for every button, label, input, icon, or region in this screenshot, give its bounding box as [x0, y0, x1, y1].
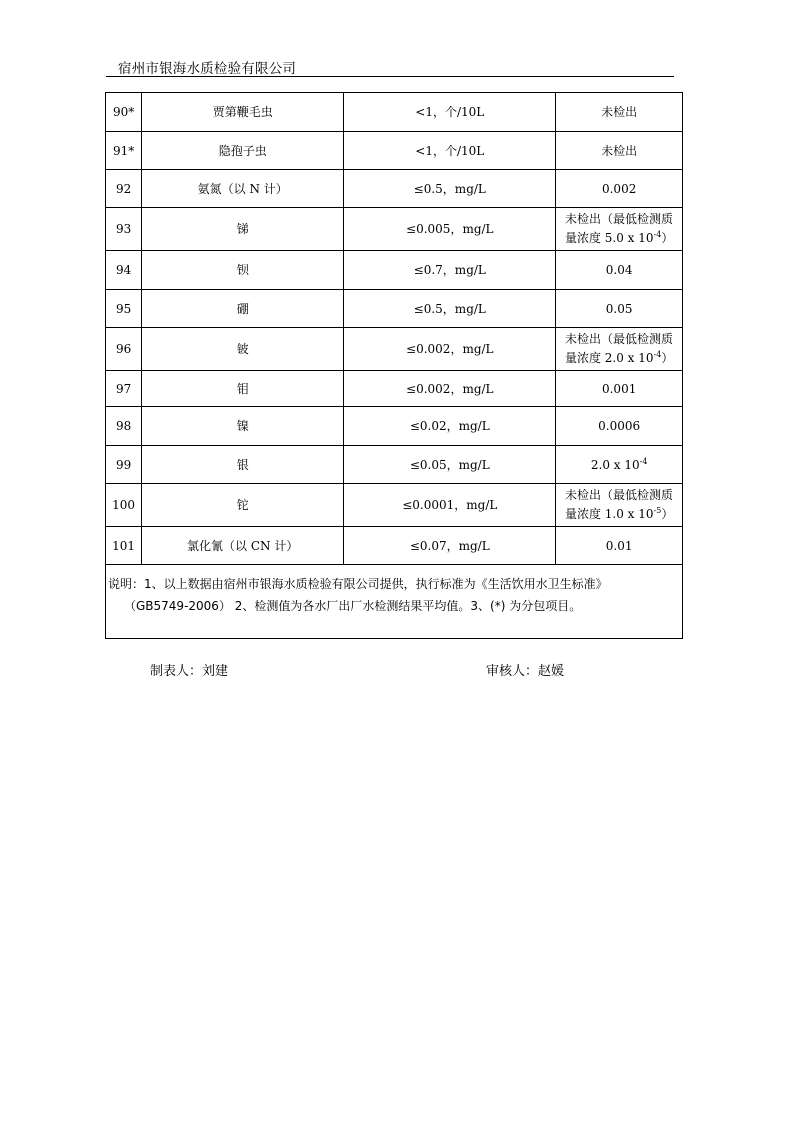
item-name: 铍 [142, 328, 344, 371]
limit-value: ≤0.002，mg/L [344, 371, 556, 407]
note-line1: 说明：1、以上数据由宿州市银海水质检验有限公司提供，执行标准为《生活饮用水卫生标准》 [108, 577, 608, 591]
table-row [106, 251, 683, 290]
item-name: 贾第鞭毛虫 [142, 93, 344, 132]
table-row [106, 132, 683, 170]
limit-value: <1，个/10L [344, 93, 556, 132]
result-value: 0.002 [556, 170, 683, 208]
result-tail: ） [661, 351, 674, 365]
limit-value: ≤0.5，mg/L [344, 290, 556, 328]
result-value: 未检出 [556, 132, 683, 170]
row-number: 94 [106, 251, 142, 290]
result-value [556, 208, 683, 251]
limit-value: ≤0.05，mg/L [344, 446, 556, 484]
result-line1: 未检出（最低检测质 [564, 212, 673, 226]
result-exponent: -4 [653, 230, 662, 239]
limit-value: ≤0.07，mg/L [344, 527, 556, 565]
table-row [106, 371, 683, 407]
result-exponent: -4 [653, 350, 662, 359]
result-tail: ） [661, 507, 674, 521]
row-number: 101 [106, 527, 142, 565]
header-rule [106, 76, 674, 77]
limit-value: <1，个/10L [344, 132, 556, 170]
item-name: 镍 [142, 407, 344, 446]
table-row [106, 170, 683, 208]
row-number: 99 [106, 446, 142, 484]
table-row [106, 208, 683, 251]
note-text [106, 565, 683, 639]
limit-value: ≤0.02，mg/L [344, 407, 556, 446]
results-table [105, 92, 683, 639]
table-row [106, 446, 683, 484]
row-number: 93 [106, 208, 142, 251]
item-name: 氯化氰（以 CN 计） [142, 527, 344, 565]
result-value [556, 328, 683, 371]
item-name: 硼 [142, 290, 344, 328]
reviewed-by: 审核人：赵媛 [486, 664, 565, 679]
result-line2: 量浓度 2.0 x 10 [564, 351, 654, 365]
row-number: 90* [106, 93, 142, 132]
table-row [106, 290, 683, 328]
prepared-by: 制表人：刘建 [150, 664, 229, 679]
row-number: 91* [106, 132, 142, 170]
table-row [106, 407, 683, 446]
result-line2: 量浓度 1.0 x 10 [564, 507, 654, 521]
result-exponent: -5 [653, 506, 662, 515]
result-exponent: -4 [639, 456, 648, 466]
item-name: 银 [142, 446, 344, 484]
table-row [106, 527, 683, 565]
row-number: 92 [106, 170, 142, 208]
result-value: 0.01 [556, 527, 683, 565]
row-number: 96 [106, 328, 142, 371]
result-line1: 未检出（最低检测质 [564, 488, 673, 502]
company-title: 宿州市银海水质检验有限公司 [118, 61, 297, 77]
limit-value: ≤0.7，mg/L [344, 251, 556, 290]
result-base: 2.0 x 10 [590, 457, 640, 472]
result-value [556, 446, 683, 484]
result-value [556, 484, 683, 527]
result-value: 0.05 [556, 290, 683, 328]
result-line1: 未检出（最低检测质 [564, 332, 673, 346]
result-value: 0.0006 [556, 407, 683, 446]
item-name: 氨氮（以 N 计） [142, 170, 344, 208]
item-name: 铊 [142, 484, 344, 527]
limit-value: ≤0.0001，mg/L [344, 484, 556, 527]
item-name: 锑 [142, 208, 344, 251]
result-value: 0.001 [556, 371, 683, 407]
item-name: 隐孢子虫 [142, 132, 344, 170]
table-row [106, 484, 683, 527]
result-tail: ） [661, 231, 674, 245]
row-number: 97 [106, 371, 142, 407]
result-line2: 量浓度 5.0 x 10 [564, 231, 654, 245]
item-name: 钡 [142, 251, 344, 290]
table-row [106, 328, 683, 371]
limit-value: ≤0.5，mg/L [344, 170, 556, 208]
row-number: 98 [106, 407, 142, 446]
limit-value: ≤0.002，mg/L [344, 328, 556, 371]
result-value: 未检出 [556, 93, 683, 132]
limit-value: ≤0.005，mg/L [344, 208, 556, 251]
row-number: 95 [106, 290, 142, 328]
row-number: 100 [106, 484, 142, 527]
item-name: 钼 [142, 371, 344, 407]
note-row [106, 565, 683, 639]
table-row [106, 93, 683, 132]
result-value: 0.04 [556, 251, 683, 290]
note-line2: （GB5749-2006） 2、检测值为各水厂出厂水检测结果平均值。3、(*) 为分包项目。 [124, 599, 582, 613]
